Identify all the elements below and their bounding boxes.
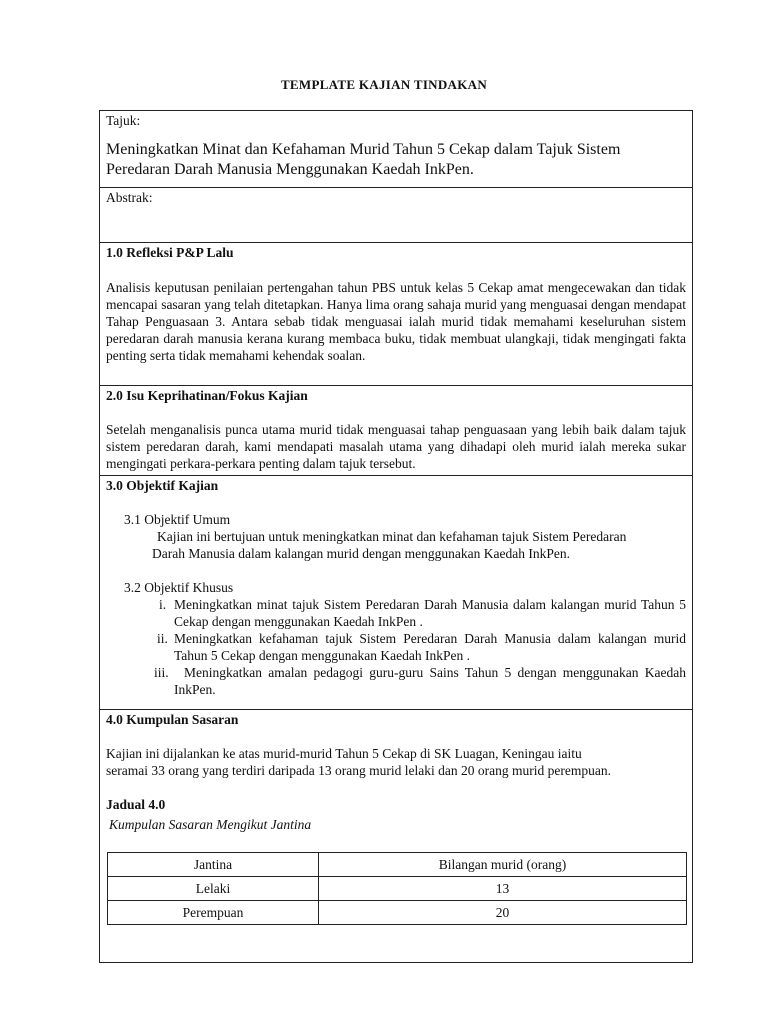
table-header-cell: Jantina bbox=[108, 853, 319, 877]
table-cell: 13 bbox=[319, 877, 687, 901]
section-sasaran bbox=[100, 709, 692, 962]
tajuk-label: Tajuk: bbox=[106, 113, 141, 128]
khusus-item-text: Meningkatkan kefahaman tajuk Sistem Peredaran Darah Manusia dalam kalangan murid Tahun 5 Cekap dengan menggunakan Kaedah InkPen . bbox=[174, 631, 686, 663]
khusus-item-text: Meningkatkan minat tajuk Sistem Peredaran Darah Manusia dalam kalangan murid Tahun 5 Cekap dengan menggunakan Kaedah InkPen . bbox=[174, 597, 686, 629]
document-title: TEMPLATE KAJIAN TINDAKAN bbox=[280, 77, 488, 92]
section-refleksi bbox=[100, 242, 692, 385]
table-row bbox=[108, 877, 687, 901]
khusus-item-number: ii. bbox=[157, 631, 168, 646]
objektif-heading: 3.0 Objektif Kajian bbox=[106, 478, 219, 493]
sasaran-heading: 4.0 Kumpulan Sasaran bbox=[106, 712, 239, 727]
khusus-item-number: iii. bbox=[154, 665, 169, 680]
isu-body: Setelah menganalisis punca utama murid tidak menguasai tahap penguasaan yang lebih baik dalam tajuk sistem peredaran darah, kami mendapati masalah utama yang dihadapi oleh murid ialah mereka sukar mengingati perkara-perkara penting dalam tajuk tersebut. bbox=[106, 422, 686, 471]
abstrak-label: Abstrak: bbox=[106, 190, 153, 205]
section-isu bbox=[100, 385, 692, 475]
section-tajuk bbox=[100, 111, 692, 186]
khusus-item-text: Meningkatkan amalan pedagogi guru-guru Sains Tahun 5 dengan menggunakan Kaedah InkPen. bbox=[174, 665, 686, 697]
sasaran-body-line-2: seramai 33 orang yang terdiri daripada 13 orang murid lelaki dan 20 orang murid perempuan. bbox=[106, 763, 611, 778]
objektif-khusus-title: 3.2 Objektif Khusus bbox=[124, 580, 234, 595]
sasaran-body-line-1: Kajian ini dijalankan ke atas murid-murid Tahun 5 Cekap di SK Luagan, Keningau iaitu bbox=[106, 746, 582, 761]
table-cell: 20 bbox=[319, 901, 687, 925]
tajuk-title-line-2: Peredaran Darah Manusia Menggunakan Kaedah InkPen. bbox=[106, 161, 474, 178]
section-objektif bbox=[100, 475, 692, 709]
table-label: Jadual 4.0 bbox=[106, 797, 166, 812]
tajuk-title-line-1: Meningkatkan Minat dan Kefahaman Murid Tahun 5 Cekap dalam Tajuk Sistem bbox=[106, 141, 621, 158]
table-caption: Kumpulan Sasaran Mengikut Jantina bbox=[109, 817, 312, 832]
objektif-umum-title: 3.1 Objektif Umum bbox=[124, 512, 231, 527]
table-header-cell: Bilangan murid (orang) bbox=[319, 853, 687, 877]
khusus-item bbox=[100, 664, 692, 698]
table-cell: Lelaki bbox=[108, 877, 319, 901]
table-row bbox=[108, 901, 687, 925]
refleksi-body: Analisis keputusan penilaian pertengahan tahun PBS untuk kelas 5 Cekap amat mengecewakan dan tidak mencapai sasaran yang telah ditetapkan. Hanya lima orang sahaja murid yang menguasai dengan mendapat Tahap Penguasaan 3. Antara sebab tidak menguasai ialah murid tidak memahami keseluruhan sistem peredaran darah manusia kerana kurang membaca buku, tidak membuat ulangkaji, tidak mengingati fakta penting serta tidak memahami kehendak soalan. bbox=[106, 280, 686, 363]
table-cell: Perempuan bbox=[108, 901, 319, 925]
objektif-umum-line-1: Kajian ini bertujuan untuk meningkatkan minat dan kefahaman tajuk Sistem Peredaran bbox=[157, 529, 627, 544]
objektif-umum-line-2: Darah Manusia dalam kalangan murid dengan menggunakan Kaedah InkPen. bbox=[152, 546, 570, 561]
refleksi-heading: 1.0 Refleksi P&P Lalu bbox=[106, 245, 234, 260]
template-box bbox=[99, 110, 693, 963]
khusus-item bbox=[100, 596, 692, 630]
sasaran-table bbox=[107, 852, 687, 925]
section-abstrak bbox=[100, 187, 692, 242]
isu-heading: 2.0 Isu Keprihatinan/Fokus Kajian bbox=[106, 388, 308, 403]
khusus-item bbox=[100, 630, 692, 664]
khusus-item-number: i. bbox=[159, 597, 167, 612]
table-header-row bbox=[108, 853, 687, 877]
